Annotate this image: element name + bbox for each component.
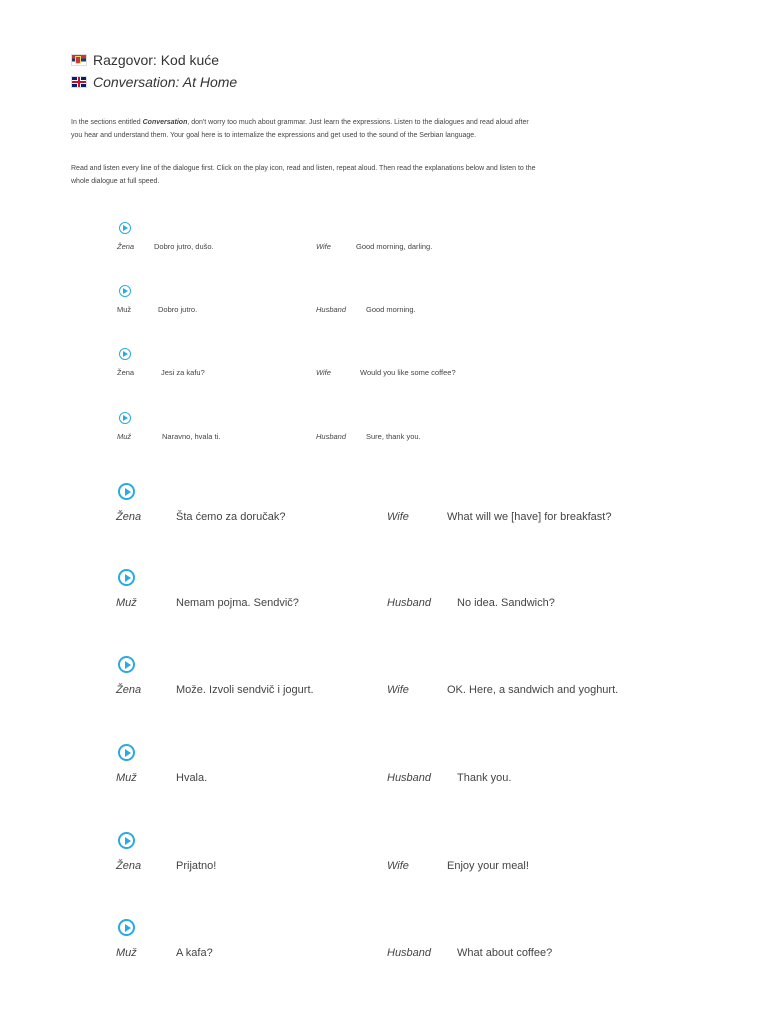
- line-serbian: Prijatno!: [176, 860, 217, 872]
- speaker-serbian: Žena: [117, 242, 135, 251]
- line-serbian: Može. Izvoli sendvič i jogurt.: [176, 684, 314, 696]
- line-english: What will we [have] for breakfast?: [447, 511, 612, 523]
- line-english: Would you like some coffee?: [360, 368, 456, 377]
- line-serbian: Jesi za kafu?: [161, 368, 205, 377]
- line-english: OK. Here, a sandwich and yoghurt.: [447, 684, 619, 696]
- line-serbian: Dobro jutro, dušo.: [154, 242, 214, 251]
- speaker-serbian: Muž: [116, 597, 137, 609]
- speaker-english: Husband: [387, 947, 432, 959]
- line-english: No idea. Sandwich?: [457, 597, 555, 609]
- speaker-english: Wife: [387, 684, 409, 696]
- speaker-english: Wife: [316, 368, 331, 377]
- speaker-english: Wife: [387, 511, 409, 523]
- line-english: Thank you.: [457, 772, 512, 784]
- line-english: Good morning.: [366, 305, 416, 314]
- play-icon[interactable]: [118, 832, 135, 849]
- speaker-english: Wife: [316, 242, 331, 251]
- title-english: [71, 74, 237, 90]
- play-icon[interactable]: [118, 656, 135, 673]
- play-icon[interactable]: [118, 919, 135, 936]
- line-serbian: A kafa?: [176, 947, 213, 959]
- speaker-english: Wife: [387, 860, 409, 872]
- line-serbian: Šta ćemo za doručak?: [176, 511, 286, 523]
- page-title-english: Conversation: At Home: [93, 74, 238, 90]
- title-serbian: [71, 52, 219, 68]
- line-serbian: Hvala.: [176, 772, 208, 784]
- speaker-serbian: Muž: [116, 772, 137, 784]
- line-serbian: Nemam pojma. Sendvič?: [176, 597, 299, 609]
- play-icon[interactable]: [118, 744, 135, 761]
- play-icon[interactable]: [119, 412, 131, 424]
- uk-flag-icon: [71, 76, 87, 88]
- speaker-serbian: Žena: [117, 368, 135, 377]
- serbian-flag-icon: [71, 54, 87, 66]
- speaker-english: Husband: [316, 305, 347, 314]
- speaker-serbian: Muž: [116, 947, 137, 959]
- line-serbian: Dobro jutro.: [158, 305, 198, 314]
- speaker-english: Husband: [316, 432, 347, 441]
- speaker-serbian: Žena: [116, 860, 142, 872]
- line-english: What about coffee?: [457, 947, 553, 959]
- play-icon[interactable]: [118, 483, 135, 500]
- line-english: Sure, thank you.: [366, 432, 421, 441]
- play-icon[interactable]: [118, 569, 135, 586]
- intro-paragraph-2: Read and listen every line of the dialogue first. Click on the play icon, read and listen, repeat aloud. Then read the explanations below and listen to the whole dialogue at full speed.: [71, 165, 536, 185]
- play-icon[interactable]: [119, 348, 131, 360]
- speaker-serbian: Žena: [116, 511, 142, 523]
- line-english: Good morning, darling.: [356, 242, 433, 251]
- speaker-english: Husband: [387, 597, 432, 609]
- intro-paragraph-1: In the sections entitled Conversation, don't worry too much about grammar. Just learn the expressions. Listen to the dialogues and read aloud after you hear and understand them. Your goal here is to internalize the expressions and get used to the sound of the Serbian language.: [71, 119, 529, 139]
- speaker-serbian: Muž: [117, 305, 132, 314]
- speaker-english: Husband: [387, 772, 432, 784]
- line-english: Enjoy your meal!: [447, 860, 529, 872]
- speaker-serbian: Muž: [117, 432, 132, 441]
- page-title-serbian: Razgovor: Kod kuće: [93, 52, 220, 68]
- play-icon[interactable]: [119, 285, 131, 297]
- line-serbian: Naravno, hvala ti.: [162, 432, 221, 441]
- play-icon[interactable]: [119, 222, 131, 234]
- speaker-serbian: Žena: [116, 684, 142, 696]
